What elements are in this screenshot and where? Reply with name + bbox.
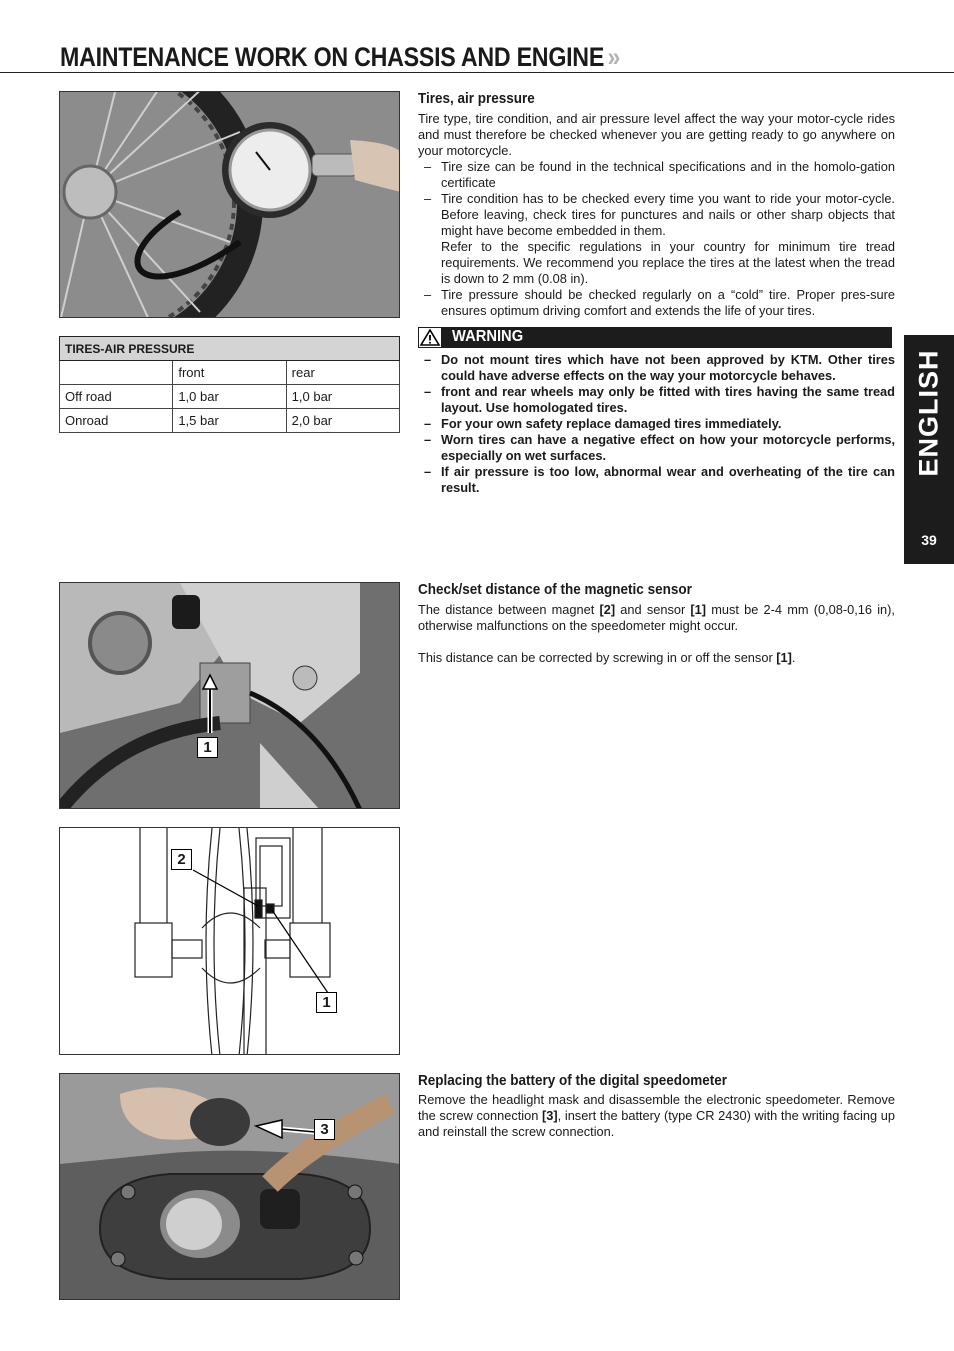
reference-sensor: [1]: [776, 650, 792, 665]
warning-banner: [418, 327, 892, 348]
sensor-diagram: [59, 827, 400, 1055]
column-header: rear: [286, 361, 399, 385]
list-item-text: Tire condition has to be checked every time you want to ride your motor-cycle. Before leaving, check tires for punctures and nails or other sharp objects that might have become embedded in them.: [441, 191, 895, 238]
text-run: and sensor: [615, 602, 691, 617]
page-title-text: MAINTENANCE WORK ON CHASSIS AND ENGINE: [60, 42, 605, 72]
warning-list: [418, 352, 895, 496]
language-label: ENGLISH: [913, 349, 944, 477]
tires-body: [418, 111, 895, 319]
sensor-adjust-paragraph: [418, 650, 895, 666]
table-cell: Onroad: [60, 409, 173, 433]
callout-sensor-photo: 1: [197, 737, 218, 758]
tires-list: [418, 159, 895, 319]
sensor-photo: [59, 582, 400, 809]
battery-body: [418, 1092, 895, 1140]
reference-sensor: [1]: [690, 602, 707, 617]
list-item: [418, 191, 895, 287]
reference-magnet: [2]: [599, 602, 616, 617]
battery-paragraph: [418, 1092, 895, 1140]
callout-sensor-diagram: 1: [316, 992, 337, 1013]
tire-pressure-table: [59, 336, 400, 433]
callout-magnet: 2: [171, 849, 192, 870]
text-run: , insert the battery (type CR 2430) with the writing facing up and reinstall the screw connection.: [418, 1108, 895, 1139]
warning-label: WARNING: [452, 328, 524, 345]
sensor-paragraph: [418, 602, 895, 634]
table-row: [60, 385, 400, 409]
list-item-note: Refer to the specific regulations in your country for minimum tire tread requirements. We recommend you replace the tires at the latest when the tread is down to 2 mm (0.08 in).: [441, 239, 895, 286]
table-cell: 2,0 bar: [286, 409, 399, 433]
table-cell: 1,5 bar: [173, 409, 286, 433]
title-divider: [0, 72, 954, 73]
list-item: [418, 159, 895, 191]
text-run: This distance can be corrected by screwing in or off the sensor: [418, 650, 777, 665]
list-item: [418, 287, 895, 319]
speedometer-battery-photo: [59, 1073, 400, 1300]
column-header: [60, 361, 173, 385]
title-chevron-icon: »: [607, 42, 621, 72]
language-tab: [904, 335, 954, 564]
table-cell: 1,0 bar: [286, 385, 399, 409]
table-cell: 1,0 bar: [173, 385, 286, 409]
reference-screw: [3]: [542, 1108, 558, 1123]
battery-heading: Replacing the battery of the digital speedometer: [418, 1072, 728, 1089]
list-item-text: Tire size can be found in the technical specifications and in the homolo-gation certificate: [441, 159, 895, 190]
table-cell: Off road: [60, 385, 173, 409]
warning-item: – Worn tires can have a negative effect on how your motorcycle performs, especially on wet surfaces.: [418, 432, 895, 464]
list-item-text: Tire pressure should be checked regularly on a “cold” tire. Proper pres-sure ensures optimum driving comfort and extends the life of your tires.: [441, 287, 895, 318]
table-header-row: [60, 361, 400, 385]
table-title: TIRES-AIR PRESSURE: [60, 337, 400, 361]
text-run: .: [791, 650, 796, 665]
tires-heading: Tires, air pressure: [418, 90, 535, 107]
text-run: must be 2-4 mm (0,08-0,16 in), otherwise malfunctions on the speedometer might occur.: [418, 602, 895, 633]
sensor-heading: Check/set distance of the magnetic sensor: [418, 581, 692, 598]
warning-triangle-icon: [418, 327, 442, 348]
warning-item: – For your own safety replace damaged tires immediately.: [418, 416, 895, 432]
text-run: Remove the headlight mask and disassemble the electronic speedometer. Remove the screw connection: [418, 1092, 895, 1123]
warning-item: – If air pressure is too low, abnormal wear and overheating of the tire can result.: [418, 464, 895, 496]
sensor-body: [418, 602, 895, 666]
page-number: 39: [921, 532, 937, 548]
callout-screw-connection: 3: [314, 1119, 335, 1140]
text-run: The distance between magnet: [418, 602, 600, 617]
warning-item: – Do not mount tires which have not been approved by KTM. Other tires could have adverse effects on the way your motorcycle behaves.: [418, 352, 895, 384]
warning-item: – front and rear wheels may only be fitted with tires having the same tread layout. Use homologated tires.: [418, 384, 895, 416]
table-row: [60, 409, 400, 433]
page-title: [60, 42, 620, 73]
column-header: front: [173, 361, 286, 385]
tire-gauge-photo: [59, 91, 400, 318]
tires-intro: Tire type, tire condition, and air pressure level affect the way your motor-cycle rides and must therefore be checked whenever you are getting ready to go anywhere on your motorcycle.: [418, 111, 895, 158]
